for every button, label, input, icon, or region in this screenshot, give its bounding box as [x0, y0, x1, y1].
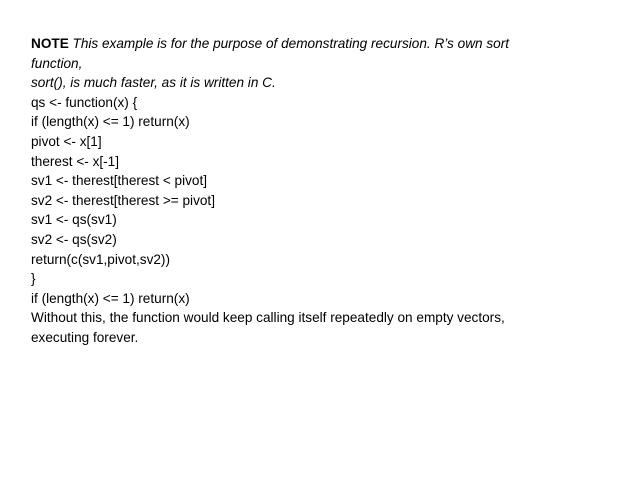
explanation-text-1: Without this, the function would keep calling itself repeatedly on empty vectors, [31, 310, 505, 326]
explanation-text-2: executing forever. [31, 329, 139, 345]
note-label: NOTE [31, 36, 69, 51]
code-line: pivot <- x[1] [31, 133, 102, 149]
code-line: if (length(x) <= 1) return(x) [31, 114, 190, 130]
code-line: if (length(x) <= 1) return(x) [31, 290, 190, 306]
code-line: qs <- function(x) { [31, 94, 138, 110]
code-line: } [31, 271, 36, 287]
code-line: sv2 <- qs(sv2) [31, 231, 117, 247]
slide-text-body [31, 34, 621, 348]
code-line: return(c(sv1,pivot,sv2)) [31, 251, 170, 267]
note-text-3: sort(), is much faster, as it is written in C. [31, 75, 276, 91]
note-text-2: function, [31, 55, 83, 71]
note-line-1 [31, 34, 621, 54]
code-line: therest <- x[-1] [31, 153, 120, 169]
note-text-1: This example is for the purpose of demonstrating recursion. R’s own sort [68, 36, 510, 51]
code-line: sv1 <- therest[therest < pivot] [31, 173, 208, 189]
code-line: sv1 <- qs(sv1) [31, 212, 117, 228]
code-line: sv2 <- therest[therest >= pivot] [31, 192, 215, 208]
